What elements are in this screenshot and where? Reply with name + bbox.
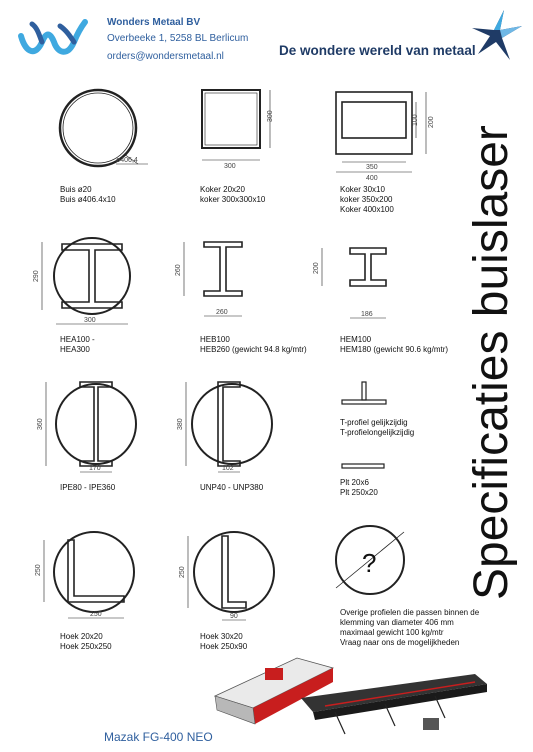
hea-dim-h: 290 xyxy=(33,270,40,282)
buis-dim: ø406,4 xyxy=(116,157,138,164)
koker-square-caption xyxy=(200,185,265,205)
company-address: Overbeeke 1, 5258 BL Berlicum xyxy=(107,33,249,44)
overige-line-4: Vraag naar ons de mogelijkheden xyxy=(340,638,460,647)
company-email[interactable]: orders@wondersmetaal.nl xyxy=(107,51,224,62)
overige-caption xyxy=(340,608,479,648)
heb-dim-w: 260 xyxy=(216,309,228,316)
plt-line-2: Plt 250x20 xyxy=(340,488,378,497)
overige-line-1: Overige profielen die passen binnen de xyxy=(340,608,480,617)
hea-caption xyxy=(60,335,95,355)
hoek-ongelijk-dim-w: 90 xyxy=(230,613,238,620)
buis-line-1: Buis ø20 xyxy=(60,185,92,194)
heb-line-2: HEB260 (gewicht 94.8 kg/mtr) xyxy=(200,345,307,354)
hea-dim-w: 300 xyxy=(84,317,96,324)
koker-square-drawing xyxy=(198,86,288,176)
company-logo xyxy=(18,14,88,60)
koker-rect-line-2: koker 350x200 xyxy=(340,195,393,204)
plt-caption xyxy=(340,478,378,498)
ipe-dim-h: 360 xyxy=(37,418,44,430)
hoek-gelijk-dim-h: 250 xyxy=(35,564,42,576)
buis-drawing xyxy=(50,80,150,180)
ipe-dim-w: 170 xyxy=(89,465,101,472)
buis-line-2: Buis ø406.4x10 xyxy=(60,195,116,204)
koker-rect-line-1: Koker 30x10 xyxy=(340,185,385,194)
buis-caption xyxy=(60,185,116,205)
question-mark-icon: ? xyxy=(362,548,377,578)
unp-dim-h: 380 xyxy=(177,418,184,430)
hoek-ongelijk-dim-h: 250 xyxy=(179,566,186,578)
hea-line-1: HEA100 - xyxy=(60,335,95,344)
ipe-line-1: IPE80 - IPE360 xyxy=(60,483,116,492)
koker-square-dim-h: 300 xyxy=(267,110,274,122)
hem-drawing xyxy=(310,242,400,327)
hoek-ongelijk-line-2: Hoek 250x90 xyxy=(200,642,248,651)
hem-dim-w: 186 xyxy=(361,311,373,318)
hoek-ongelijk-line-1: Hoek 30x20 xyxy=(200,632,243,641)
koker-rect-dim-400: 400 xyxy=(366,175,378,182)
plt-drawing xyxy=(340,462,390,472)
hem-dim-h: 200 xyxy=(313,262,320,274)
hoek-gelijk-drawing xyxy=(34,526,134,626)
hoek-gelijk-line-1: Hoek 20x20 xyxy=(60,632,103,641)
footer-machine-name: Mazak FG-400 NEO xyxy=(104,730,213,744)
hoek-gelijk-caption xyxy=(60,632,112,652)
company-name: Wonders Metaal BV xyxy=(107,17,201,28)
laser-machine-image xyxy=(205,648,495,743)
hoek-gelijk-line-2: Hoek 250x250 xyxy=(60,642,112,651)
page-title: Specificaties buislaser xyxy=(465,125,518,600)
hem-line-2: HEM180 (gewicht 90.6 kg/mtr) xyxy=(340,345,449,354)
unp-caption xyxy=(200,483,263,493)
star-logo-icon xyxy=(470,8,526,64)
koker-square-line-1: Koker 20x20 xyxy=(200,185,245,194)
koker-rect-caption xyxy=(340,185,394,215)
heb-caption xyxy=(200,335,307,355)
hoek-gelijk-dim-w: 250 xyxy=(90,611,102,618)
t-profiel-drawing xyxy=(340,378,390,408)
overige-line-3: maximaal gewicht 100 kg/mtr xyxy=(340,628,444,637)
t-profiel-caption xyxy=(340,418,414,438)
hea-line-2: HEA300 xyxy=(60,345,90,354)
koker-square-dim-w: 300 xyxy=(224,163,236,170)
hea-drawing xyxy=(34,232,134,332)
overige-drawing xyxy=(326,522,416,602)
koker-rect-line-3: Koker 400x100 xyxy=(340,205,394,214)
unp-drawing xyxy=(176,378,276,478)
hem-caption xyxy=(340,335,448,355)
heb-dim-h: 260 xyxy=(175,264,182,276)
hem-line-1: HEM100 xyxy=(340,335,372,344)
t-profiel-line-2: T-profielongelijkzijdig xyxy=(340,428,415,437)
tagline: De wondere wereld van metaal xyxy=(279,43,476,58)
heb-drawing xyxy=(170,236,260,326)
koker-rect-drawing xyxy=(330,86,440,186)
hoek-ongelijk-drawing xyxy=(176,526,276,626)
overige-line-2: klemming van diameter 406 mm xyxy=(340,618,454,627)
koker-rect-dim-100: 100 xyxy=(412,114,419,126)
koker-rect-dim-350: 350 xyxy=(366,164,378,171)
heb-line-1: HEB100 xyxy=(200,335,230,344)
unp-line-1: UNP40 - UNP380 xyxy=(200,483,264,492)
ipe-caption xyxy=(60,483,115,493)
t-profiel-line-1: T-profiel gelijkzijdig xyxy=(340,418,408,427)
unp-dim-w: 102 xyxy=(222,465,234,472)
koker-rect-dim-200: 200 xyxy=(428,116,435,128)
ipe-drawing xyxy=(34,378,134,478)
koker-square-line-2: koker 300x300x10 xyxy=(200,195,266,204)
plt-line-1: Plt 20x6 xyxy=(340,478,369,487)
